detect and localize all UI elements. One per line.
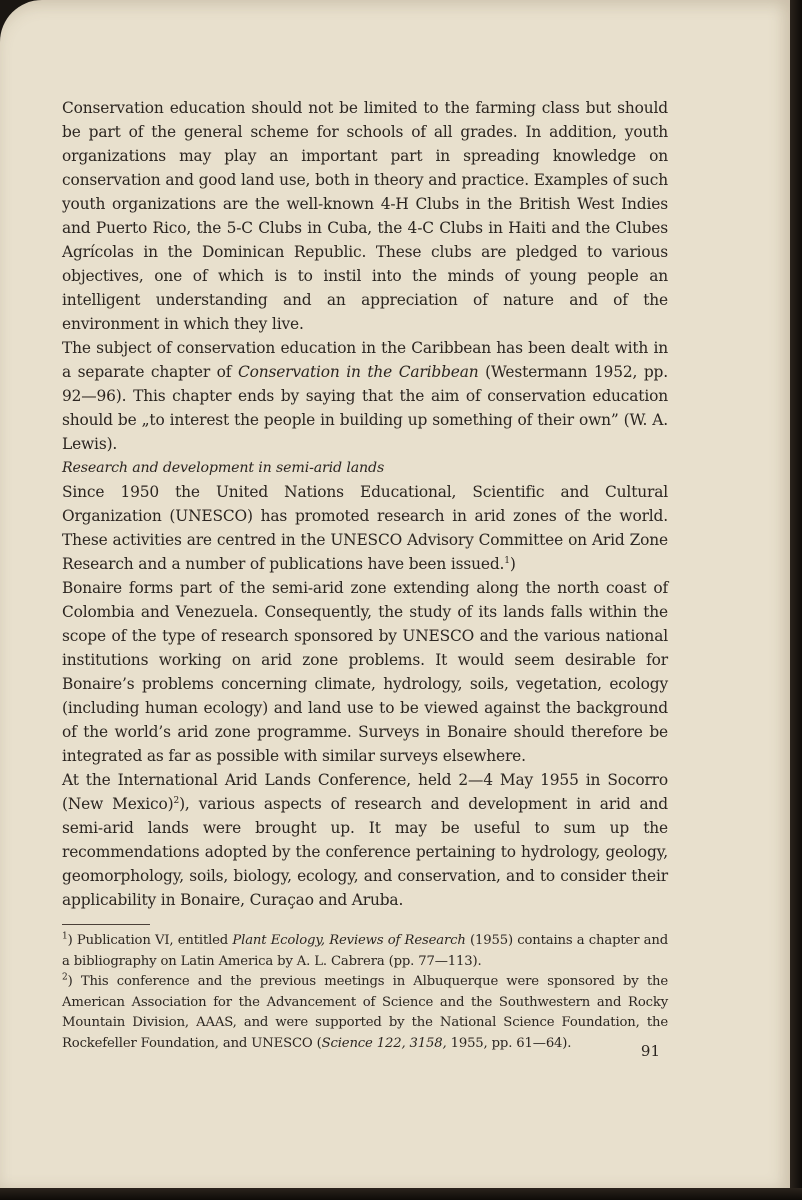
footnote — [62, 972, 668, 1054]
paragraph — [62, 480, 668, 576]
page-number: 91 — [640, 1042, 660, 1060]
citation-title: Plant Ecology, Reviews of Research — [232, 933, 466, 948]
footnote — [62, 931, 668, 972]
citation-title: Science 122, 3158, — [321, 1035, 447, 1051]
text-run: 1955, pp. 61—64). — [446, 1035, 572, 1051]
page-body — [62, 96, 668, 1054]
text-run: ) This conference and the previous meetings in Albuquerque were sponsored by the American Association for the Advancement of Science and the Southwestern and Rocky Mountain Division, AAAS, and were supported by the National Science Foundation, the Rockefeller Foundation, and UNESCO ( — [62, 974, 668, 1051]
text-run: ), various aspects of research and development in arid and semi-arid lands were brought up. It may be useful to sum up the recommendations adopted by the conference pertaining to hydrology, geology, geomorphology, soils, biology, ecology, and conservation, and to consider their applicability in Bonaire, Curaçao and Aruba. — [62, 795, 668, 909]
text-run: At the International Arid Lands Conference, held 2—4 May 1955 in Socorro (New Mexico) — [62, 771, 668, 813]
footnote-ref[interactable]: 1 — [504, 555, 510, 566]
footnote-mark: 2 — [62, 972, 68, 983]
section-heading: Research and development in semi-arid lands — [62, 460, 385, 476]
paragraph — [62, 336, 668, 456]
text-run: ) Publication VI, entitled — [67, 933, 233, 948]
page-edge-shadow-right — [790, 0, 802, 1200]
page-edge-shadow-bottom — [0, 1188, 802, 1200]
paragraph — [62, 768, 668, 912]
paragraph: Bonaire forms part of the semi-arid zone extending along the north coast of Colombia and Venezuela. Consequently, the study of its lands falls within the scope of the type of research sponsored by UNESCO and the various national institutions working on arid zone problems. It would seem desirable for Bonaire’s problems concerning climate, hydrology, soils, vegetation, ecology (including human ecology) and land use to be viewed against the background of the world’s arid zone programme. Surveys in Bonaire should therefore be integrated as far as possible with similar surveys elsewhere. — [62, 579, 668, 765]
text-run: (1955) contains a chapter and a bibliography on Latin America by A. L. Cabrera (pp. 77—113). — [62, 933, 668, 969]
text-run: ) — [509, 555, 516, 573]
paragraph: Conservation education should not be limited to the farming class but should be part of the general scheme for schools of all grades. In addition, youth organizations may play an important part in spreading knowledge on conservation and good land use, both in theory and practice. Examples of such youth organizations are the well-known 4-H Clubs in the British West Indies and Puerto Rico, the 5-C Clubs in Cuba, the 4-C Clubs in Haiti and the Clubes Agrícolas in the Dominican Republic. These clubs are pledged to various objectives, one of which is to instil into the minds of young people an intelligent understanding and an appreciation of nature and of the environment in which they live. — [62, 99, 668, 333]
text-run: (Westermann 1952, pp. 92—96). This chapter ends by saying that the aim of conservation education should be „to interest the people in building up something of their own” (W. A. Lewis). — [62, 363, 668, 453]
text-run: The subject of conservation education in the Caribbean has been dealt with in a separate chapter of — [62, 339, 668, 381]
footnote-ref[interactable]: 2 — [173, 795, 180, 806]
footnote-mark: 1 — [62, 931, 68, 942]
text-run: Since 1950 the United Nations Educational, Scientific and Cultural Organization (UNESCO) has promoted research in arid zones of the world. These activities are centred in the UNESCO Advisory Committee on Arid Zone Research and a number of publications have been issued. — [62, 483, 668, 573]
footnote-divider — [62, 924, 150, 925]
book-title: Conservation in the Caribbean — [237, 363, 479, 381]
